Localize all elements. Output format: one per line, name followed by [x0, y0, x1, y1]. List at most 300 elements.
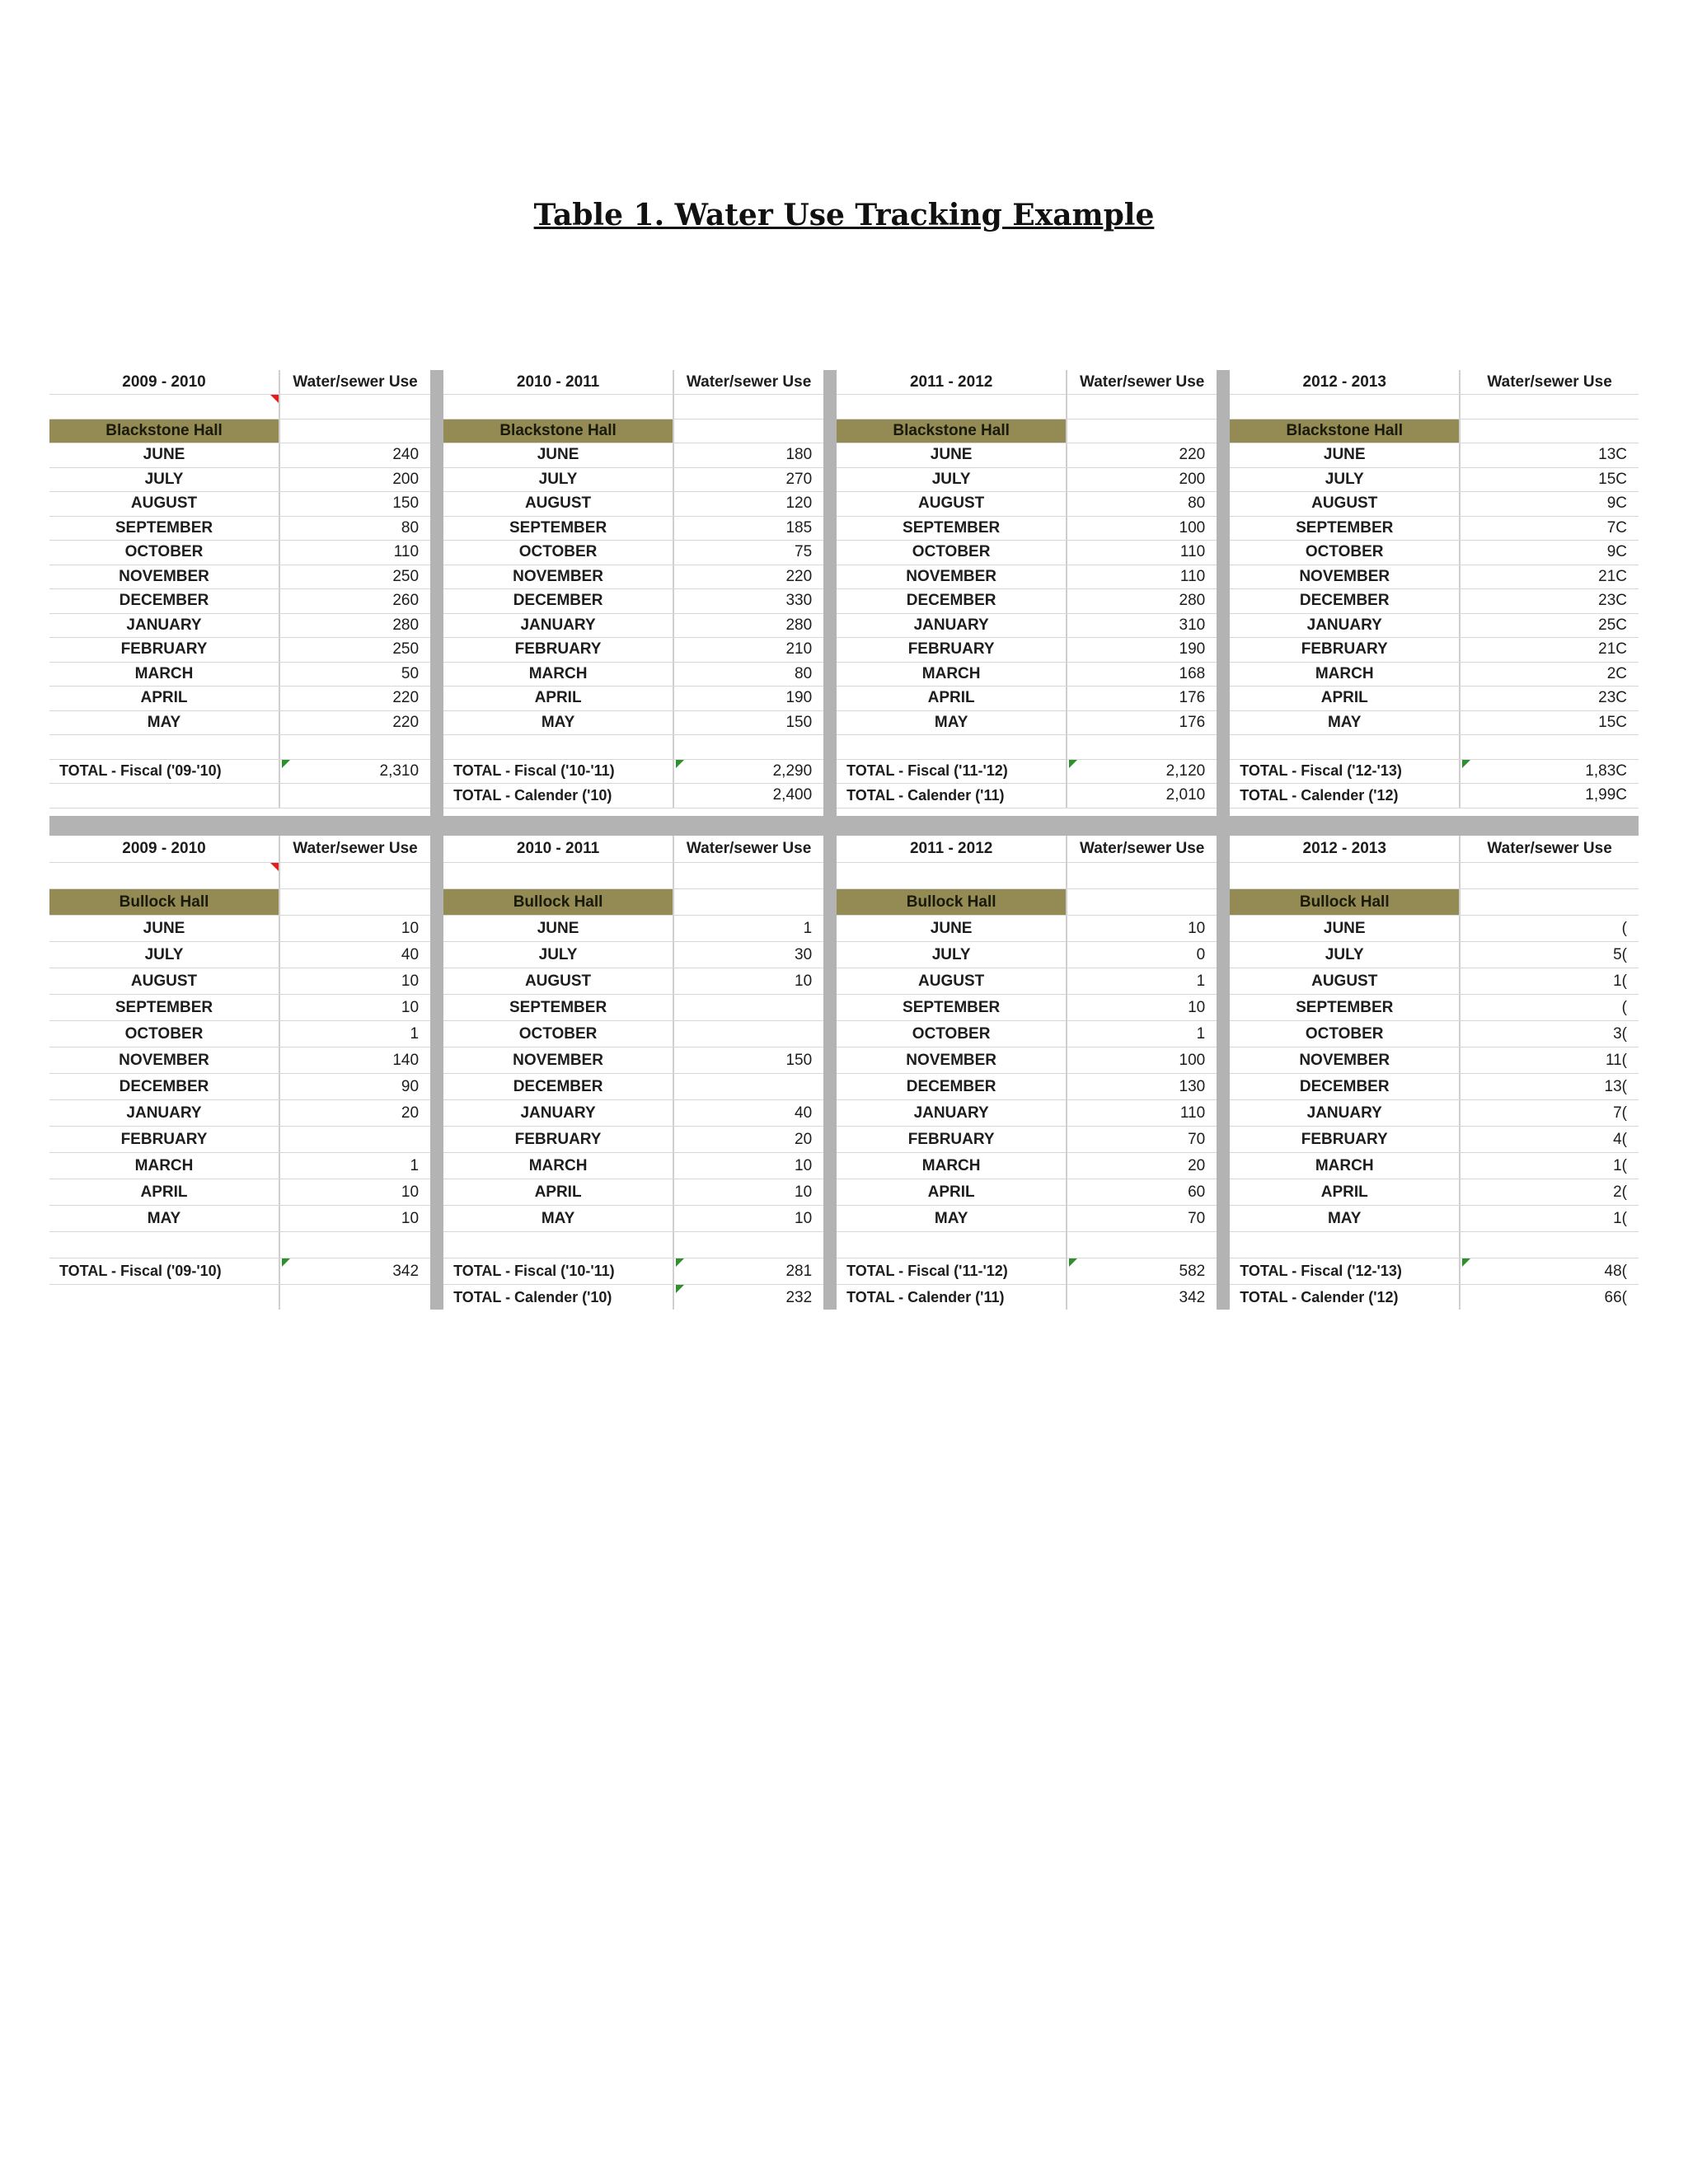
total-calendar-value[interactable]: 232	[674, 1285, 823, 1310]
blank-cell[interactable]	[1067, 1232, 1217, 1258]
value-cell[interactable]: 10	[401, 1183, 420, 1201]
month-cell[interactable]: JANUARY	[1230, 614, 1461, 638]
blank-cell[interactable]	[674, 1232, 823, 1258]
month-cell[interactable]: NOVEMBER	[837, 565, 1067, 589]
total-calendar-label[interactable]	[49, 784, 280, 808]
total-fiscal-value[interactable]: 2,120	[1067, 760, 1217, 784]
value-cell[interactable]: 10	[1188, 919, 1206, 937]
month-cell[interactable]: AUGUST	[837, 492, 1067, 516]
month-cell[interactable]: DECEMBER	[837, 1074, 1067, 1099]
total-calendar-value[interactable]: 1,99C	[1585, 786, 1627, 804]
month-cell[interactable]: MARCH	[49, 1153, 280, 1179]
hall-name-cell[interactable]: Bullock Hall	[49, 889, 280, 915]
total-calendar-value[interactable]: 342	[1179, 1288, 1206, 1306]
total-calendar-label[interactable]: TOTAL - Calender ('12)	[1230, 784, 1461, 808]
value-cell[interactable]: 168	[1179, 664, 1206, 682]
total-calendar-label[interactable]: TOTAL - Calender ('11)	[837, 784, 1067, 808]
blank-cell[interactable]	[1067, 735, 1217, 759]
month-cell[interactable]: JANUARY	[837, 1100, 1067, 1126]
month-cell[interactable]: FEBRUARY	[49, 1127, 280, 1152]
month-cell[interactable]: JANUARY	[49, 614, 280, 638]
month-cell[interactable]: DECEMBER	[1230, 589, 1461, 613]
total-fiscal-label[interactable]: TOTAL - Fiscal ('10-'11)	[443, 1258, 674, 1284]
value-cell[interactable]: 150	[392, 494, 420, 513]
month-cell[interactable]: AUGUST	[1230, 492, 1461, 516]
month-cell[interactable]: FEBRUARY	[443, 638, 674, 662]
blank-cell[interactable]	[443, 863, 674, 888]
value-cell[interactable]: 2C	[1606, 664, 1627, 682]
month-cell[interactable]: MAY	[1230, 711, 1461, 735]
table-row	[1230, 916, 1639, 942]
month-cell[interactable]: DECEMBER	[49, 589, 280, 613]
value-cell[interactable]: 80	[1188, 494, 1206, 513]
month-cell[interactable]: OCTOBER	[1230, 1021, 1461, 1047]
value-cell[interactable]: 220	[392, 689, 420, 707]
month-cell[interactable]: MARCH	[443, 663, 674, 687]
table-row	[443, 1153, 823, 1179]
value-cell[interactable]: 280	[392, 616, 420, 634]
hall-name-cell[interactable]: Blackstone Hall	[443, 419, 674, 443]
value-cell[interactable]: 190	[785, 689, 813, 707]
month-cell[interactable]: OCTOBER	[443, 1021, 674, 1047]
month-cell[interactable]: OCTOBER	[837, 1021, 1067, 1047]
month-cell[interactable]: MAY	[49, 1206, 280, 1231]
total-calendar-value[interactable]	[280, 1285, 430, 1310]
column-header[interactable]: Water/sewer Use	[1079, 373, 1205, 391]
month-cell[interactable]: MAY	[1230, 1206, 1461, 1231]
value-cell[interactable]: 150	[785, 713, 813, 731]
blank-cell[interactable]	[49, 395, 280, 419]
month-cell[interactable]: DECEMBER	[443, 1074, 674, 1099]
month-cell[interactable]: OCTOBER	[837, 541, 1067, 565]
column-header[interactable]: Water/sewer Use	[686, 373, 812, 391]
total-fiscal-value[interactable]: 2,310	[280, 760, 430, 784]
month-cell[interactable]: JUNE	[837, 916, 1067, 941]
total-fiscal-value[interactable]: 48(	[1461, 1258, 1639, 1284]
month-cell[interactable]: JANUARY	[837, 614, 1067, 638]
total-calendar-label[interactable]: TOTAL - Calender ('10)	[443, 784, 674, 808]
month-cell[interactable]: DECEMBER	[443, 589, 674, 613]
blank-cell[interactable]	[1067, 419, 1217, 443]
value-cell[interactable]: 200	[392, 470, 420, 488]
value-cell[interactable]: 30	[795, 945, 813, 963]
month-cell[interactable]: MARCH	[1230, 663, 1461, 687]
month-cell[interactable]: APRIL	[49, 687, 280, 710]
table-row	[443, 1100, 823, 1127]
value-cell[interactable]: 10	[1188, 998, 1206, 1016]
month-cell[interactable]: MAY	[49, 711, 280, 735]
value-cell[interactable]: 23C	[1598, 689, 1627, 707]
month-cell[interactable]: JUNE	[1230, 443, 1461, 467]
value-cell[interactable]: 330	[785, 592, 813, 610]
month-cell[interactable]: FEBRUARY	[49, 638, 280, 662]
value-cell[interactable]: 90	[401, 1077, 420, 1095]
value-cell[interactable]: 220	[1179, 446, 1206, 464]
month-cell[interactable]: AUGUST	[443, 492, 674, 516]
total-calendar-value[interactable]: 2,010	[1165, 786, 1206, 804]
value-cell[interactable]: 10	[401, 919, 420, 937]
value-cell[interactable]: 180	[785, 446, 813, 464]
month-cell[interactable]: MARCH	[443, 1153, 674, 1179]
value-cell[interactable]: 11(	[1605, 1051, 1627, 1069]
column-header[interactable]: Water/sewer Use	[1487, 373, 1612, 391]
month-cell[interactable]: SEPTEMBER	[49, 517, 280, 541]
value-cell[interactable]	[674, 995, 823, 1020]
month-cell[interactable]: FEBRUARY	[837, 638, 1067, 662]
month-cell[interactable]: MAY	[837, 711, 1067, 735]
blank-cell[interactable]	[49, 863, 280, 888]
total-calendar-label[interactable]: TOTAL - Calender ('12)	[1230, 1285, 1461, 1310]
month-cell[interactable]: JUNE	[837, 443, 1067, 467]
value-cell[interactable]: 20	[401, 1104, 420, 1122]
blank-cell[interactable]	[1461, 395, 1639, 419]
value-cell[interactable]: 15C	[1598, 470, 1627, 488]
month-cell[interactable]: JULY	[1230, 942, 1461, 968]
month-cell[interactable]: SEPTEMBER	[1230, 517, 1461, 541]
month-cell[interactable]: SEPTEMBER	[837, 517, 1067, 541]
month-cell[interactable]: JUNE	[443, 916, 674, 941]
value-cell[interactable]: 270	[785, 470, 813, 488]
value-cell[interactable]: 21C	[1598, 640, 1627, 658]
hall-name-cell[interactable]: Blackstone Hall	[49, 419, 280, 443]
value-cell[interactable]: 240	[392, 446, 420, 464]
total-fiscal-label[interactable]: TOTAL - Fiscal ('09-'10)	[49, 760, 280, 784]
month-cell[interactable]: JUNE	[1230, 916, 1461, 941]
blank-cell[interactable]	[49, 735, 280, 759]
total-fiscal-label[interactable]: TOTAL - Fiscal ('11-'12)	[837, 1258, 1067, 1284]
month-cell[interactable]: MARCH	[837, 1153, 1067, 1179]
month-cell[interactable]: APRIL	[1230, 1179, 1461, 1205]
blank-cell[interactable]	[837, 1232, 1067, 1258]
month-cell[interactable]: AUGUST	[1230, 968, 1461, 994]
value-cell[interactable]: 70	[1188, 1130, 1206, 1148]
month-cell[interactable]: MARCH	[49, 663, 280, 687]
value-cell[interactable]: 120	[785, 494, 813, 513]
value-cell[interactable]: 1	[1196, 972, 1206, 990]
month-cell[interactable]: AUGUST	[443, 968, 674, 994]
total-calendar-value[interactable]: 66(	[1604, 1288, 1627, 1306]
value-cell[interactable]: 9C	[1606, 543, 1627, 561]
year-header[interactable]: 2012 - 2013	[1230, 836, 1461, 862]
blank-cell[interactable]	[280, 735, 430, 759]
hall-name-cell[interactable]: Bullock Hall	[837, 889, 1067, 915]
value-cell[interactable]	[674, 1074, 823, 1099]
value-cell[interactable]: 10	[401, 972, 420, 990]
value-cell[interactable]: 20	[795, 1130, 813, 1148]
blank-cell[interactable]	[1461, 863, 1639, 888]
month-cell[interactable]: MAY	[837, 1206, 1067, 1231]
blank-cell[interactable]	[837, 735, 1067, 759]
value-cell[interactable]: 110	[1179, 1104, 1206, 1122]
month-cell[interactable]: JANUARY	[443, 614, 674, 638]
value-cell[interactable]: 2(	[1613, 1183, 1627, 1201]
value-cell[interactable]: 13(	[1604, 1077, 1627, 1095]
value-cell[interactable]: 10	[401, 1209, 420, 1227]
month-cell[interactable]: SEPTEMBER	[443, 995, 674, 1020]
blank-cell[interactable]	[1461, 889, 1639, 915]
month-cell[interactable]: JULY	[443, 942, 674, 968]
total-calendar-label[interactable]: TOTAL - Calender ('11)	[837, 1285, 1067, 1310]
month-cell[interactable]: NOVEMBER	[443, 1047, 674, 1073]
value-cell[interactable]: 7(	[1613, 1104, 1627, 1122]
value-cell[interactable]: 20	[1188, 1156, 1206, 1174]
month-cell[interactable]: SEPTEMBER	[1230, 995, 1461, 1020]
blank-cell[interactable]	[1230, 395, 1461, 419]
total-fiscal-label[interactable]: TOTAL - Fiscal ('12-'13)	[1230, 1258, 1461, 1284]
month-cell[interactable]: AUGUST	[837, 968, 1067, 994]
total-fiscal-value[interactable]: 281	[674, 1258, 823, 1284]
column-header[interactable]: Water/sewer Use	[1487, 840, 1612, 857]
value-cell[interactable]: 21C	[1598, 567, 1627, 585]
table-row	[837, 1206, 1217, 1232]
month-cell[interactable]: APRIL	[837, 1179, 1067, 1205]
blank-cell[interactable]	[280, 1232, 430, 1258]
value-cell[interactable]: 176	[1179, 713, 1206, 731]
total-fiscal-label[interactable]: TOTAL - Fiscal ('11-'12)	[837, 760, 1067, 784]
blank-cell[interactable]	[280, 863, 430, 888]
month-cell[interactable]: NOVEMBER	[49, 1047, 280, 1073]
year-header[interactable]: 2009 - 2010	[49, 370, 280, 394]
hall-name-cell[interactable]: Blackstone Hall	[1230, 419, 1461, 443]
value-cell[interactable]: 100	[1179, 1051, 1206, 1069]
value-cell[interactable]: 10	[795, 972, 813, 990]
error-flag-icon	[676, 760, 684, 768]
month-cell[interactable]: OCTOBER	[49, 1021, 280, 1047]
blank-cell[interactable]	[837, 395, 1067, 419]
value-cell[interactable]: 280	[1179, 592, 1206, 610]
value-cell[interactable]: 23C	[1598, 592, 1627, 610]
total-fiscal-label[interactable]: TOTAL - Fiscal ('12-'13)	[1230, 760, 1461, 784]
value-cell[interactable]: 1(	[1613, 972, 1627, 990]
total-calendar-row	[837, 784, 1217, 808]
year-block-2	[443, 370, 823, 816]
hall-name-cell[interactable]: Bullock Hall	[443, 889, 674, 915]
month-cell[interactable]: DECEMBER	[49, 1074, 280, 1099]
month-cell[interactable]: NOVEMBER	[49, 565, 280, 589]
value-cell[interactable]: 1	[410, 1024, 420, 1043]
month-cell[interactable]: SEPTEMBER	[837, 995, 1067, 1020]
year-header[interactable]: 2011 - 2012	[837, 370, 1067, 394]
value-cell[interactable]: 250	[392, 567, 420, 585]
month-cell[interactable]: FEBRUARY	[443, 1127, 674, 1152]
month-cell[interactable]: SEPTEMBER	[49, 995, 280, 1020]
value-cell[interactable]: 0	[1196, 945, 1206, 963]
value-cell[interactable]: 176	[1179, 689, 1206, 707]
value-cell[interactable]: 7C	[1606, 518, 1627, 537]
month-cell[interactable]: JULY	[443, 468, 674, 492]
month-cell[interactable]: OCTOBER	[1230, 541, 1461, 565]
value-cell[interactable]: 13C	[1598, 446, 1627, 464]
month-cell[interactable]: JUNE	[49, 443, 280, 467]
month-cell[interactable]: APRIL	[49, 1179, 280, 1205]
month-cell[interactable]: APRIL	[1230, 687, 1461, 710]
band-bullock-hall	[49, 836, 1639, 1310]
month-cell[interactable]: MAY	[443, 1206, 674, 1231]
month-cell[interactable]: OCTOBER	[443, 541, 674, 565]
month-cell[interactable]: JULY	[49, 468, 280, 492]
total-fiscal-value[interactable]: 1,83C	[1461, 760, 1639, 784]
column-header[interactable]: Water/sewer Use	[293, 840, 418, 857]
value-cell[interactable]: 210	[785, 640, 813, 658]
column-header[interactable]: Water/sewer Use	[1079, 840, 1205, 857]
total-calendar-label[interactable]: TOTAL - Calender ('10)	[443, 1285, 674, 1310]
value-cell[interactable]: 200	[1179, 470, 1206, 488]
month-cell[interactable]: JANUARY	[49, 1100, 280, 1126]
value-cell[interactable]: 190	[1179, 640, 1206, 658]
blank-cell[interactable]	[674, 419, 823, 443]
blank-cell[interactable]	[1230, 863, 1461, 888]
value-cell[interactable]: 40	[401, 945, 420, 963]
hall-name-cell[interactable]: Bullock Hall	[1230, 889, 1461, 915]
value-cell[interactable]	[280, 1127, 430, 1152]
blank-cell[interactable]	[280, 419, 430, 443]
month-cell[interactable]: MARCH	[1230, 1153, 1461, 1179]
value-cell[interactable]: 1	[803, 919, 813, 937]
value-cell[interactable]: 4(	[1613, 1130, 1627, 1148]
month-cell[interactable]: MARCH	[837, 663, 1067, 687]
value-cell[interactable]: 70	[1188, 1209, 1206, 1227]
blank-cell[interactable]	[443, 395, 674, 419]
blank-cell[interactable]	[1461, 735, 1639, 759]
blank-cell[interactable]	[443, 735, 674, 759]
total-calendar-value[interactable]: 2,400	[772, 786, 813, 804]
value-cell[interactable]: 310	[1179, 616, 1206, 634]
month-cell[interactable]: NOVEMBER	[837, 1047, 1067, 1073]
month-cell[interactable]: JULY	[49, 942, 280, 968]
value-cell[interactable]: 60	[1188, 1183, 1206, 1201]
year-header[interactable]: 2009 - 2010	[49, 836, 280, 862]
year-header[interactable]: 2010 - 2011	[443, 370, 674, 394]
value-cell[interactable]: 1	[410, 1156, 420, 1174]
month-cell[interactable]: MAY	[443, 711, 674, 735]
month-cell[interactable]: NOVEMBER	[1230, 565, 1461, 589]
blank-cell[interactable]	[674, 395, 823, 419]
blank-cell[interactable]	[1461, 419, 1639, 443]
blank-cell[interactable]	[443, 1232, 674, 1258]
blank-cell[interactable]	[280, 395, 430, 419]
value-cell[interactable]: 150	[785, 1051, 813, 1069]
value-cell[interactable]: (	[1621, 919, 1627, 937]
table-row	[1230, 565, 1639, 590]
value-cell[interactable]: 250	[392, 640, 420, 658]
value-cell[interactable]: 110	[1179, 543, 1206, 561]
month-cell[interactable]: APRIL	[443, 687, 674, 710]
year-header[interactable]: 2012 - 2013	[1230, 370, 1461, 394]
month-cell[interactable]: JULY	[837, 468, 1067, 492]
value-cell[interactable]: 40	[795, 1104, 813, 1122]
month-cell[interactable]: JANUARY	[1230, 1100, 1461, 1126]
column-header[interactable]: Water/sewer Use	[686, 840, 812, 857]
value-cell[interactable]: 140	[392, 1051, 420, 1069]
blank-cell[interactable]	[674, 889, 823, 915]
table-row	[1230, 1074, 1639, 1100]
table-row	[837, 916, 1217, 942]
month-cell[interactable]: JUNE	[443, 443, 674, 467]
blank-cell[interactable]	[1067, 863, 1217, 888]
hall-name-cell[interactable]: Blackstone Hall	[837, 419, 1067, 443]
value-cell[interactable]: 185	[785, 518, 813, 537]
total-fiscal-value[interactable]: 2,290	[674, 760, 823, 784]
total-fiscal-label[interactable]: TOTAL - Fiscal ('10-'11)	[443, 760, 674, 784]
month-cell[interactable]: FEBRUARY	[1230, 638, 1461, 662]
month-cell[interactable]: NOVEMBER	[443, 565, 674, 589]
month-cell[interactable]: SEPTEMBER	[443, 517, 674, 541]
month-cell[interactable]: JUNE	[49, 916, 280, 941]
blank-cell[interactable]	[1461, 1232, 1639, 1258]
value-cell[interactable]: 110	[1179, 567, 1206, 585]
month-cell[interactable]: OCTOBER	[49, 541, 280, 565]
value-cell[interactable]: 130	[1179, 1077, 1206, 1095]
value-cell[interactable]: (	[1621, 998, 1627, 1016]
blank-cell[interactable]	[674, 863, 823, 888]
value-cell[interactable]: 15C	[1598, 713, 1627, 731]
value-cell[interactable]: 50	[401, 664, 420, 682]
value-cell[interactable]: 1(	[1613, 1209, 1627, 1227]
value-cell[interactable]: 260	[392, 592, 420, 610]
month-cell[interactable]: DECEMBER	[837, 589, 1067, 613]
month-cell[interactable]: FEBRUARY	[1230, 1127, 1461, 1152]
value-cell[interactable]: 110	[393, 543, 420, 561]
blank-cell[interactable]	[674, 735, 823, 759]
value-cell[interactable]: 75	[795, 543, 813, 561]
value-cell[interactable]: 220	[392, 713, 420, 731]
blank-cell[interactable]	[1067, 889, 1217, 915]
year-header[interactable]: 2010 - 2011	[443, 836, 674, 862]
total-fiscal-label[interactable]: TOTAL - Fiscal ('09-'10)	[49, 1258, 280, 1284]
month-cell[interactable]: JULY	[837, 942, 1067, 968]
value-cell[interactable]	[674, 1021, 823, 1047]
value-cell[interactable]: 25C	[1598, 616, 1627, 634]
month-cell[interactable]: APRIL	[443, 1179, 674, 1205]
value-cell[interactable]: 220	[785, 567, 813, 585]
total-fiscal-value[interactable]: 582	[1067, 1258, 1217, 1284]
value-cell[interactable]: 9C	[1606, 494, 1627, 513]
month-cell[interactable]: JANUARY	[443, 1100, 674, 1126]
blank-cell[interactable]	[1230, 735, 1461, 759]
blank-cell[interactable]	[1067, 395, 1217, 419]
month-cell[interactable]: DECEMBER	[1230, 1074, 1461, 1099]
value-cell[interactable]: 80	[795, 664, 813, 682]
value-cell[interactable]: 1(	[1613, 1156, 1627, 1174]
value-cell[interactable]: 10	[401, 998, 420, 1016]
total-calendar-label[interactable]	[49, 1285, 280, 1310]
value-cell[interactable]: 100	[1179, 518, 1206, 537]
month-cell[interactable]: FEBRUARY	[837, 1127, 1067, 1152]
value-cell[interactable]: 10	[795, 1156, 813, 1174]
value-cell[interactable]: 1	[1196, 1024, 1206, 1043]
month-cell[interactable]: NOVEMBER	[1230, 1047, 1461, 1073]
value-cell[interactable]: 280	[785, 616, 813, 634]
blank-cell[interactable]	[49, 1232, 280, 1258]
value-cell[interactable]: 5(	[1613, 945, 1627, 963]
value-cell[interactable]: 80	[401, 518, 420, 537]
year-header[interactable]: 2011 - 2012	[837, 836, 1067, 862]
month-cell[interactable]: APRIL	[837, 687, 1067, 710]
month-cell[interactable]: JULY	[1230, 468, 1461, 492]
value-cell[interactable]: 3(	[1613, 1024, 1627, 1043]
blank-cell[interactable]	[280, 889, 430, 915]
month-cell[interactable]: AUGUST	[49, 492, 280, 516]
total-calendar-value[interactable]	[280, 784, 430, 808]
value-cell[interactable]: 10	[795, 1209, 813, 1227]
column-header[interactable]: Water/sewer Use	[293, 373, 418, 391]
total-fiscal-value[interactable]: 342	[280, 1258, 430, 1284]
value-cell[interactable]: 10	[795, 1183, 813, 1201]
blank-cell[interactable]	[1230, 1232, 1461, 1258]
month-cell[interactable]: AUGUST	[49, 968, 280, 994]
blank-cell[interactable]	[837, 863, 1067, 888]
table-row	[837, 443, 1217, 468]
